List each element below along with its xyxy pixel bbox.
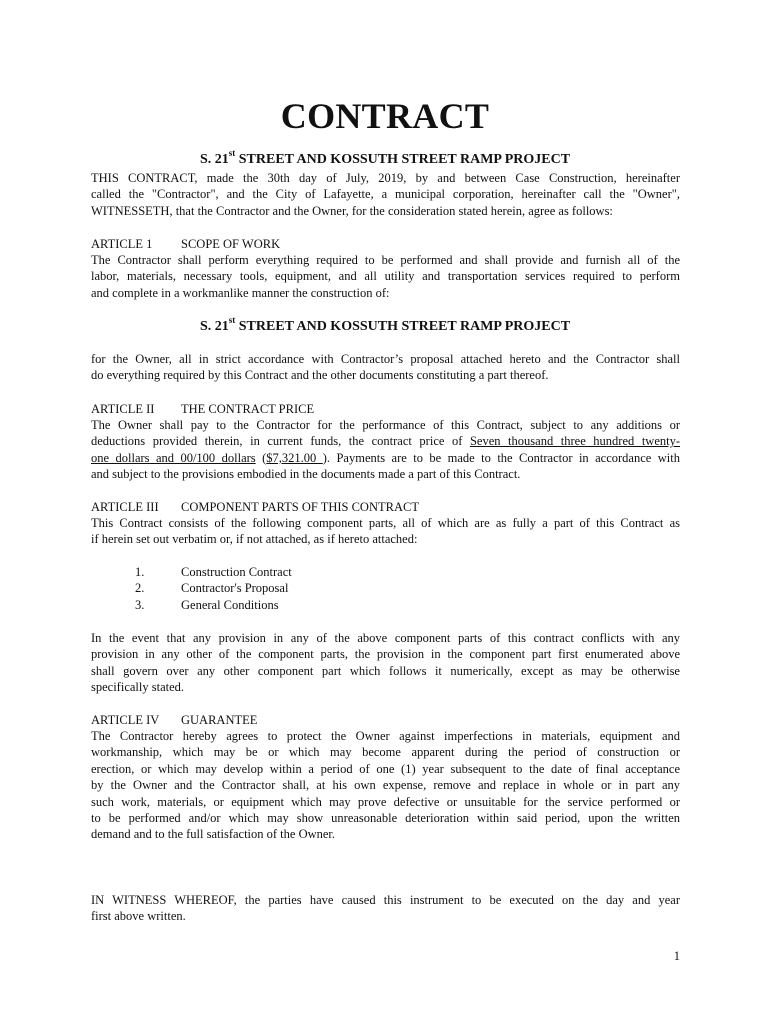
list-item <box>135 580 292 596</box>
article-3-heading <box>91 499 419 515</box>
intro-line: WITNESSETH, that the Contractor and the Owner, for the consideration stated herein, agree as follows: <box>91 203 613 218</box>
article-4-line: such work, materials, or equipment which may prove defective or unsuitable for the service performed or <box>91 794 680 809</box>
article-4-line: demand and to the full satisfaction of the Owner. <box>91 827 336 842</box>
conflict-line: specifically stated. <box>91 680 185 695</box>
article-2-line <box>91 450 680 466</box>
article-number: ARTICLE III <box>91 500 159 514</box>
intro-line: called the "Contractor", and the City of Lafayette, a municipal corporation, hereinafter call the "Owner", <box>91 187 680 202</box>
contract-price-amount: $7,321.00 <box>266 450 323 465</box>
project-heading-prefix: S. 21 <box>199 319 229 334</box>
list-item-text: General Conditions <box>181 597 279 612</box>
project-heading-superscript: st <box>228 148 236 159</box>
contract-price-words: Seven thousand three hundred twenty- <box>469 434 680 449</box>
article-1-line: The Contractor shall perform everything required to be performed and shall provide and furnish all of the <box>91 253 680 267</box>
article-1-after-line: do everything required by this Contract and the other documents constituting a part thereof. <box>91 368 549 383</box>
witness-paragraph <box>91 892 680 925</box>
article-1-after-line: for the Owner, all in strict accordance with Contractor’s proposal attached hereto and the Contractor shall <box>91 352 680 366</box>
list-item-number: 3. <box>135 597 145 612</box>
article-4-line: workmanship, which may be or which may become apparent during the period of construction or <box>91 745 680 760</box>
article-1-body <box>91 252 680 301</box>
article-3-line: if herein set out verbatim or, if not attached, as if hereto attached: <box>91 532 418 547</box>
article-2-heading <box>91 401 314 417</box>
project-heading-superscript: st <box>228 315 236 326</box>
article-2-text: deductions provided therein, in current funds, the contract price of <box>91 434 470 449</box>
article-4-line: erection, or which may develop within a period of one (1) year subsequent to the date of final acceptance <box>91 761 680 776</box>
article-2-body <box>91 417 680 483</box>
article-number: ARTICLE 1 <box>91 237 153 251</box>
project-heading-suffix: STREET AND KOSSUTH STREET RAMP PROJECT <box>235 152 571 167</box>
article-title: GUARANTEE <box>181 713 258 727</box>
intro-line: THIS CONTRACT, made the 30th day of July, 2019, by and between Case Construction, hereinafter <box>91 171 680 185</box>
article-4-line: by the Owner and the Contractor shall, at his own expense, remove and replace in whole or in part any <box>91 778 680 793</box>
list-item-text: Contractor's Proposal <box>181 581 289 596</box>
article-4-heading <box>91 712 257 728</box>
article-4-body <box>91 728 680 843</box>
article-4-line: to be performed and/or which may show unreasonable deterioration within said period, upon the written <box>91 811 680 826</box>
project-heading <box>0 148 770 169</box>
article-1-line: and complete in a workmanlike manner the construction of: <box>91 285 390 300</box>
conflict-line: shall govern over any other component part which follows it numerically, except as may be otherwise <box>91 663 680 678</box>
conflict-line: provision in any other of the component parts, the provision in the component part first enumerated above <box>91 647 680 662</box>
article-1-continuation <box>91 351 680 384</box>
conflict-paragraph <box>91 630 680 696</box>
article-1-heading <box>91 236 280 252</box>
witness-line: first above written. <box>91 909 186 924</box>
article-title: THE CONTRACT PRICE <box>181 402 315 416</box>
article-2-text: ). Payments are to be made to the Contractor in accordance with <box>322 450 680 465</box>
article-3-body <box>91 515 680 548</box>
article-1-line: labor, materials, necessary tools, equipment, and all utility and transportation services required to perform <box>91 269 680 284</box>
witness-line: IN WITNESS WHEREOF, the parties have caused this instrument to be executed on the day and year <box>91 893 680 907</box>
list-item <box>135 597 292 613</box>
conflict-line: In the event that any provision in any of the above component parts of this contract conflicts with any <box>91 631 680 645</box>
article-2-text: ( <box>255 450 267 465</box>
intro-paragraph <box>91 170 680 219</box>
list-item-number: 2. <box>135 581 145 596</box>
list-item-number: 1. <box>135 565 145 579</box>
article-2-line: The Owner shall pay to the Contractor for the performance of this Contract, subject to any additions or <box>91 418 680 432</box>
project-heading-suffix: STREET AND KOSSUTH STREET RAMP PROJECT <box>235 319 571 334</box>
article-title: COMPONENT PARTS OF THIS CONTRACT <box>181 500 419 514</box>
project-heading-repeat <box>0 315 770 336</box>
page-number: 1 <box>673 949 680 963</box>
article-2-line <box>91 433 680 449</box>
article-title: SCOPE OF WORK <box>181 237 281 251</box>
article-2-line: and subject to the provisions embodied in the documents made a part of this Contract. <box>91 467 521 482</box>
component-parts-list <box>135 564 292 613</box>
document-title: CONTRACT <box>280 96 490 136</box>
list-item-text: Construction Contract <box>181 565 292 579</box>
article-4-line: The Contractor hereby agrees to protect the Owner against imperfections in materials, equipment and <box>91 729 680 743</box>
article-number: ARTICLE IV <box>91 713 160 727</box>
contract-price-words-cont: one dollars and 00/100 dollars <box>91 450 256 465</box>
list-item <box>135 564 292 580</box>
article-number: ARTICLE II <box>91 402 155 416</box>
article-3-line: This Contract consists of the following component parts, all of which are as fully a part of this Contract as <box>91 516 680 530</box>
project-heading-prefix: S. 21 <box>199 152 229 167</box>
